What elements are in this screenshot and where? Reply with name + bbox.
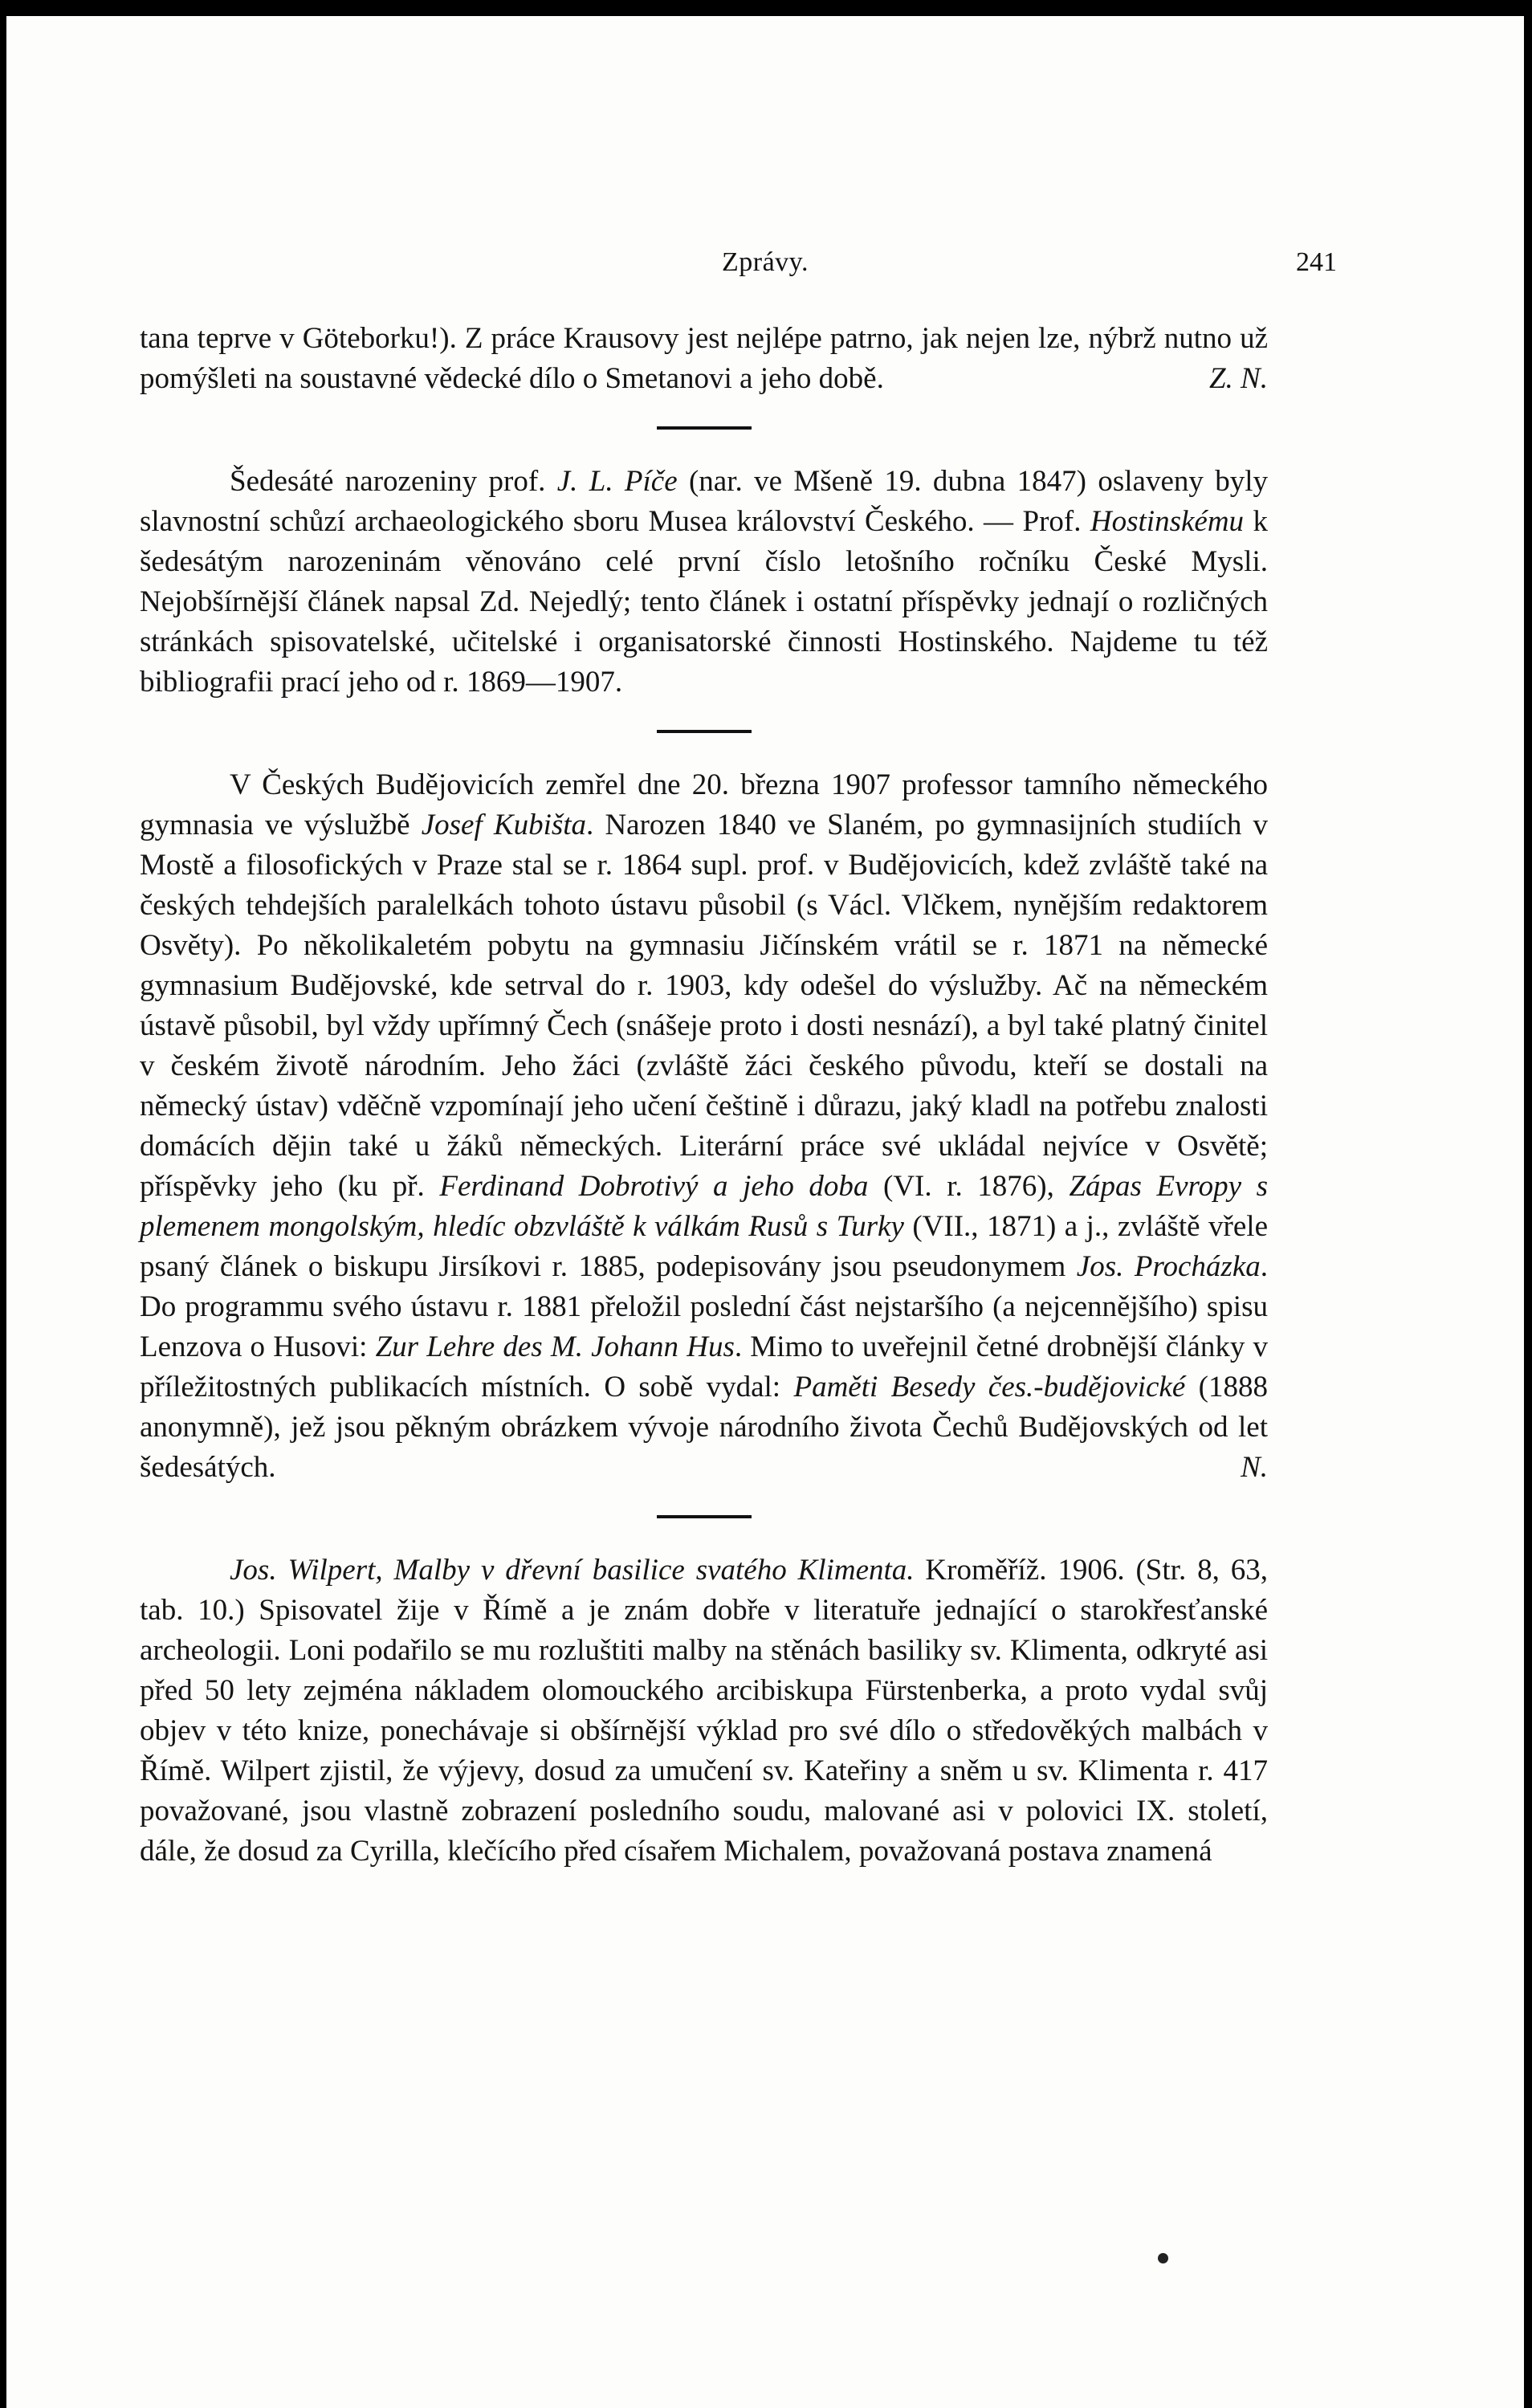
book-title: Jos. Wilpert, Malby v dřevní basilice svatého Klimenta. — [230, 1554, 915, 1587]
paragraph-smetana — [140, 319, 1268, 399]
running-head — [6, 242, 1524, 283]
section-divider — [657, 1515, 752, 1518]
text-run: k šedesátým narozeninám věnováno celé první číslo letošního ročníku České Mysli. Nejobšírnější článek napsal Zd. Nejedlý; tento článek i ostatní příspěvky jednají o rozličných stránkách spisovatelské, učitelské i organisatorské činnosti Hostinského. Najdeme tu též bibliografii prací jeho od r. 1869—1907. — [140, 505, 1268, 699]
text-run: (1888 anonymně), jež jsou pěkným obrázkem vývoje národního života Čechů Budějovských od let šedesátých. — [140, 1371, 1268, 1484]
page-number: 241 — [1296, 247, 1337, 277]
person-name: Josef Kubišta — [421, 809, 587, 841]
paragraph-obituary — [140, 765, 1268, 1488]
text-run: . Mimo to uveřejnil četné drobnější články v příležitostných publikacích místních. O sobě vydal: — [140, 1330, 1268, 1404]
text-run: Šedesáté narozeniny prof. — [230, 465, 557, 498]
text-run: Kroměříž. 1906. (Str. 8, 63, tab. 10.) Spisovatel žije v Římě a je znám dobře v literatuře jednající o starokřesťanské archeologii. Loni podařilo se mu rozluštiti malby na stěnách basiliky sv. Klimenta, odkryté asi před 50 lety zejména nákladem olomouckého arcibiskupa Fürstenberka, a proto vydal svůj objev v této knize, ponechávaje si obšírnější výklad pro své dílo o středověkých malbách v Římě. Wilpert zjistil, že výjevy, dosud za umučení sv. Kateřiny a sněm u sv. Klimenta r. 417 považované, jsou vlastně zobrazení posledního soudu, malované asi v polovici IX. století, dále, že dosud za Cyrilla, klečícího před císařem Michalem, považovaná postava znamená — [140, 1554, 1268, 1868]
work-title: Zápas Evropy s plemenem mongolským, hledíc obzvláště k válkám Rusů s Turky — [140, 1170, 1268, 1243]
text-run: (nar. ve Mšeně 19. dubna 1847) oslaveny byly slavnostní schůzí archaeologického sboru Musea království Českého. — Prof. — [140, 465, 1268, 538]
paragraph-text: tana teprve v Göteborku!). Z práce Krausovy jest nejlépe patrno, jak nejen lze, nýbrž nutno už pomýšleti na soustavné vědecké dílo o Smetanovi a jeho době. — [140, 322, 1268, 395]
text-run: V Českých Budějovicích zemřel dne 20. března 1907 professor tamního německého gymnasia ve výslužbě — [140, 768, 1268, 841]
work-title: Zur Lehre des M. Johann Hus — [375, 1330, 735, 1363]
work-title: Paměti Besedy čes.-budějovické — [793, 1371, 1186, 1404]
scan-border — [0, 0, 6, 2408]
author-signature: N. — [1241, 1451, 1268, 1484]
text-run: . Narozen 1840 ve Slaném, po gymnasijních studiích v Mostě a filosofických v Praze stal se r. 1864 supl. prof. v Budějovicích, kdež zvláště také na českých tehdejších paralelkách tohoto ústavu působil (s Václ. Vlčkem, nynějším redaktorem Osvěty). Po několikaletém pobytu na gymnasiu Jičínském vrátil se r. 1871 na německé gymnasium Budějovské, kde setrval do r. 1903, kdy odešel do výslužby. Ač na německém ústavě působil, byl vždy upřímný Čech (snášeje proto i dosti nesnází), a byl také platný činitel v českém životě národním. Jeho žáci (zvláště žáci českého původu, kteří se dostali na německý ústav) vděčně vzpomínají jeho učení češtině i důrazu, jaký kladl na potřebu znalosti domácích dějin také u žáků německých. Literární práce své ukládal nejvíce v Osvětě; příspěvky jeho (ku př. — [140, 809, 1269, 1203]
section-divider — [657, 426, 752, 430]
person-name: J. L. Píče — [556, 465, 678, 498]
person-name: Hostinskému — [1090, 505, 1245, 538]
pseudonym: Jos. Procházka — [1076, 1250, 1261, 1283]
text-run: (VII., 1871) a j., zvláště vřele psaný článek o biskupu Jirsíkovi r. 1885, podepisovány jsou pseudonymem — [140, 1210, 1268, 1283]
paragraph-anniversary — [140, 462, 1268, 703]
book-page — [6, 16, 1524, 2408]
scan-speck — [1158, 2253, 1168, 2263]
text-column — [140, 319, 1268, 1872]
paragraph-review — [140, 1550, 1268, 1872]
author-signature: Z. N. — [1208, 362, 1268, 395]
work-title: Ferdinand Dobrotivý a jeho doba — [439, 1170, 869, 1203]
section-title: Zprávy. — [722, 247, 809, 277]
section-divider — [657, 730, 752, 733]
text-run: . Do programmu svého ústavu r. 1881 přeložil poslední část nejstaršího (a nejcennějšího) spisu Lenzova o Husovi: — [140, 1250, 1268, 1363]
text-run: (VI. r. 1876), — [868, 1170, 1070, 1203]
